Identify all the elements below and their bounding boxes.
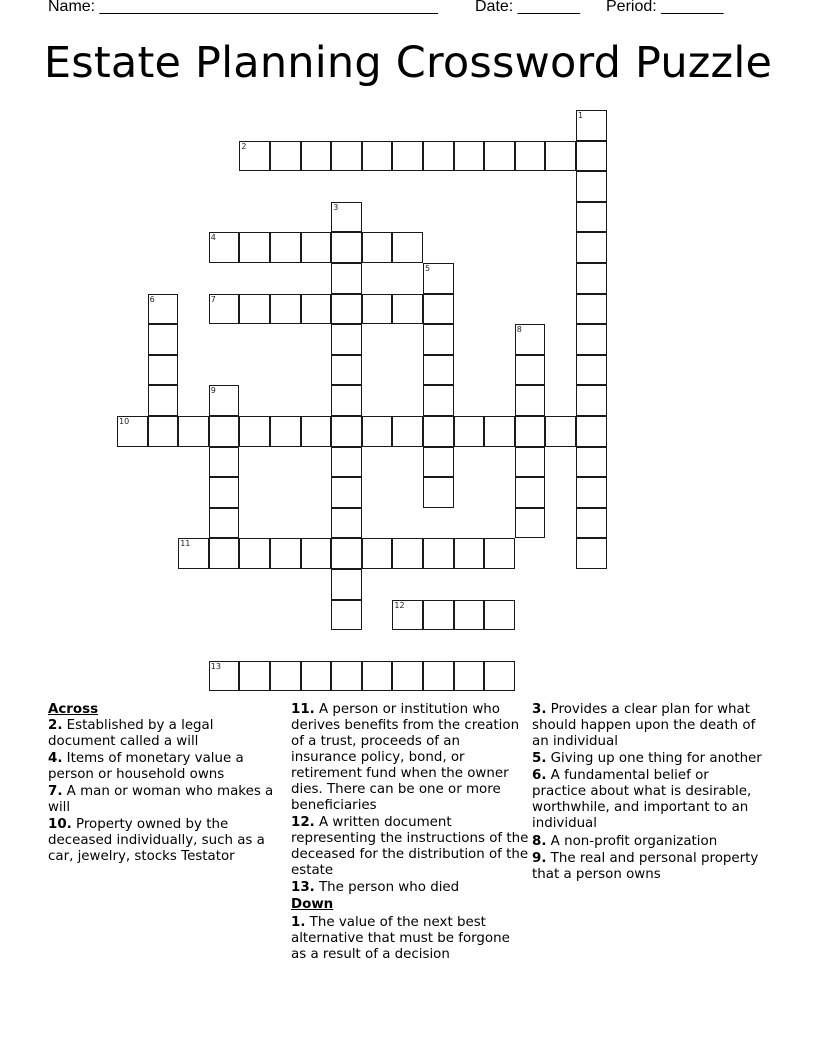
crossword-cell[interactable] (331, 661, 362, 692)
crossword-cell[interactable] (392, 294, 423, 325)
clue-down-5: 5. Giving up one thing for another (532, 751, 762, 766)
crossword-cell[interactable] (576, 508, 607, 539)
crossword-cell[interactable] (423, 600, 454, 631)
clue-down-3: 3. Provides a clear plan for what should happen upon the death of an individual (532, 702, 756, 749)
crossword-cell[interactable] (454, 661, 485, 692)
crossword-cell[interactable] (576, 263, 607, 294)
crossword-cell[interactable] (148, 355, 179, 386)
crossword-cell[interactable] (454, 141, 485, 172)
clue-down-6: 6. A fundamental belief or practice about what is desirable, worthwhile, and important to an individual (532, 768, 752, 831)
name-field[interactable]: Name: ______________________________________ (48, 0, 438, 15)
clues-column-1 (48, 702, 283, 866)
crossword-cell[interactable] (301, 538, 332, 569)
crossword-cell[interactable] (576, 294, 607, 325)
crossword-cell[interactable] (545, 141, 576, 172)
clue-down-9: 9. The real and personal property that a person owns (532, 851, 759, 882)
crossword-cell[interactable] (148, 385, 179, 416)
crossword-grid (117, 110, 607, 692)
crossword-cell[interactable] (484, 661, 515, 692)
crossword-cell[interactable] (484, 416, 515, 447)
crossword-cell[interactable] (423, 263, 454, 294)
crossword-cell[interactable] (576, 171, 607, 202)
crossword-cell[interactable] (454, 600, 485, 631)
crossword-cell[interactable] (515, 447, 546, 478)
crossword-cell[interactable] (331, 416, 362, 447)
crossword-cell[interactable] (239, 232, 270, 263)
clue-across-10: 10. Property owned by the deceased individually, such as a car, jewelry, stocks Testator (48, 817, 265, 864)
crossword-cell[interactable] (117, 416, 148, 447)
page-title: Estate Planning Crossword Puzzle (43, 38, 773, 88)
crossword-cell[interactable] (576, 447, 607, 478)
clue-across-2: 2. Established by a legal document called a will (48, 718, 214, 749)
clue-number: 9 (210, 386, 216, 396)
crossword-cell[interactable] (515, 324, 546, 355)
crossword-cell[interactable] (576, 538, 607, 569)
crossword-cell[interactable] (484, 141, 515, 172)
crossword-cell[interactable] (515, 355, 546, 386)
crossword-cell[interactable] (239, 538, 270, 569)
crossword-cell[interactable] (331, 141, 362, 172)
crossword-cell[interactable] (423, 661, 454, 692)
crossword-cell[interactable] (239, 416, 270, 447)
crossword-cell[interactable] (392, 600, 423, 631)
crossword-cell[interactable] (484, 538, 515, 569)
crossword-cell[interactable] (423, 324, 454, 355)
crossword-cell[interactable] (301, 141, 332, 172)
crossword-cell[interactable] (331, 508, 362, 539)
crossword-cell[interactable] (576, 385, 607, 416)
crossword-cell[interactable] (270, 538, 301, 569)
clue-across-11: 11. A person or institution who derives benefits from the creation of a trust, proceeds of an insurance policy, bond, or retirement fund when the owner dies. There can be one or more beneficiaries (291, 702, 520, 813)
crossword-cell[interactable] (239, 294, 270, 325)
crossword-cell[interactable] (331, 477, 362, 508)
crossword-cell[interactable] (423, 538, 454, 569)
clues-column-2 (291, 702, 529, 964)
crossword-cell[interactable] (301, 416, 332, 447)
crossword-cell[interactable] (209, 385, 240, 416)
crossword-cell[interactable] (270, 661, 301, 692)
student-info-line (48, 0, 768, 20)
clue-number: 6 (149, 294, 155, 304)
crossword-cell[interactable] (515, 141, 546, 172)
crossword-cell[interactable] (515, 416, 546, 447)
crossword-cell[interactable] (576, 232, 607, 263)
crossword-cell[interactable] (331, 202, 362, 233)
crossword-cell[interactable] (209, 294, 240, 325)
crossword-cell[interactable] (270, 141, 301, 172)
crossword-cell[interactable] (576, 416, 607, 447)
clue-number: 4 (210, 233, 216, 243)
crossword-cell[interactable] (270, 416, 301, 447)
clue-number: 13 (210, 661, 221, 671)
crossword-cell[interactable] (545, 416, 576, 447)
crossword-cell[interactable] (362, 141, 393, 172)
clues-column-3 (532, 702, 762, 884)
crossword-cell[interactable] (392, 232, 423, 263)
crossword-cell[interactable] (484, 600, 515, 631)
down-heading: Down (291, 897, 334, 912)
crossword-cell[interactable] (576, 355, 607, 386)
period-field[interactable]: Period: _______ (606, 0, 724, 15)
crossword-cell[interactable] (515, 508, 546, 539)
clue-across-7: 7. A man or woman who makes a will (48, 784, 274, 815)
crossword-cell[interactable] (576, 202, 607, 233)
crossword-cell[interactable] (239, 661, 270, 692)
clue-across-13: 13. The person who died (291, 880, 460, 895)
clue-across-4: 4. Items of monetary value a person or household owns (48, 751, 244, 782)
across-heading: Across (48, 702, 99, 717)
crossword-cell[interactable] (362, 416, 393, 447)
clue-number: 12 (394, 600, 405, 610)
crossword-cell[interactable] (270, 232, 301, 263)
clue-number: 10 (119, 417, 130, 426)
crossword-cell[interactable] (270, 294, 301, 325)
crossword-cell[interactable] (515, 385, 546, 416)
crossword-cell[interactable] (576, 141, 607, 172)
crossword-cell[interactable] (331, 569, 362, 600)
clue-number: 7 (210, 294, 216, 304)
crossword-cell[interactable] (392, 141, 423, 172)
crossword-cell[interactable] (209, 508, 240, 539)
crossword-cell[interactable] (301, 661, 332, 692)
crossword-cell[interactable] (392, 661, 423, 692)
crossword-cell[interactable] (209, 661, 240, 692)
crossword-cell[interactable] (362, 661, 393, 692)
crossword-cell[interactable] (331, 263, 362, 294)
crossword-cell[interactable] (454, 538, 485, 569)
crossword-cell[interactable] (331, 385, 362, 416)
crossword-cell[interactable] (362, 232, 393, 263)
crossword-cell[interactable] (209, 447, 240, 478)
crossword-cell[interactable] (301, 232, 332, 263)
clue-number: 5 (425, 264, 431, 273)
crossword-cell[interactable] (423, 294, 454, 325)
crossword-cell[interactable] (423, 447, 454, 478)
crossword-cell[interactable] (331, 232, 362, 263)
crossword-cell[interactable] (331, 538, 362, 569)
crossword-cell[interactable] (362, 294, 393, 325)
clue-across-12: 12. A written document representing the instructions of the deceased for the distribution of the estate (291, 815, 529, 878)
clue-number: 1 (578, 111, 584, 120)
crossword-cell[interactable] (454, 416, 485, 447)
crossword-cell[interactable] (331, 600, 362, 631)
crossword-cell[interactable] (515, 477, 546, 508)
crossword-cell[interactable] (331, 355, 362, 386)
crossword-cell[interactable] (423, 141, 454, 172)
crossword-cell[interactable] (392, 416, 423, 447)
crossword-cell[interactable] (209, 538, 240, 569)
clue-down-1: 1. The value of the next best alternative that must be forgone as a result of a decision (291, 915, 510, 962)
crossword-cell[interactable] (148, 324, 179, 355)
clue-number: 8 (516, 325, 522, 335)
crossword-cell[interactable] (239, 141, 270, 172)
clue-number: 11 (180, 539, 191, 549)
crossword-cell[interactable] (209, 416, 240, 447)
clue-number: 3 (333, 202, 339, 212)
crossword-cell[interactable] (209, 232, 240, 263)
crossword-cell[interactable] (423, 477, 454, 508)
crossword-cell[interactable] (209, 477, 240, 508)
crossword-cell[interactable] (423, 385, 454, 416)
crossword-cell[interactable] (576, 324, 607, 355)
crossword-cell[interactable] (423, 416, 454, 447)
crossword-cell[interactable] (576, 477, 607, 508)
crossword-cell[interactable] (331, 294, 362, 325)
crossword-cell[interactable] (423, 355, 454, 386)
crossword-cell[interactable] (148, 416, 179, 447)
crossword-cell[interactable] (178, 538, 209, 569)
crossword-cell[interactable] (301, 294, 332, 325)
clue-number: 2 (241, 141, 247, 151)
crossword-cell[interactable] (178, 416, 209, 447)
crossword-cell[interactable] (331, 447, 362, 478)
clue-down-8: 8. A non-profit organization (532, 834, 718, 849)
crossword-cell[interactable] (392, 538, 423, 569)
crossword-cell[interactable] (362, 538, 393, 569)
date-field[interactable]: Date: _______ (475, 0, 580, 15)
crossword-cell[interactable] (148, 294, 179, 325)
crossword-cell[interactable] (331, 324, 362, 355)
crossword-cell[interactable] (576, 110, 607, 141)
